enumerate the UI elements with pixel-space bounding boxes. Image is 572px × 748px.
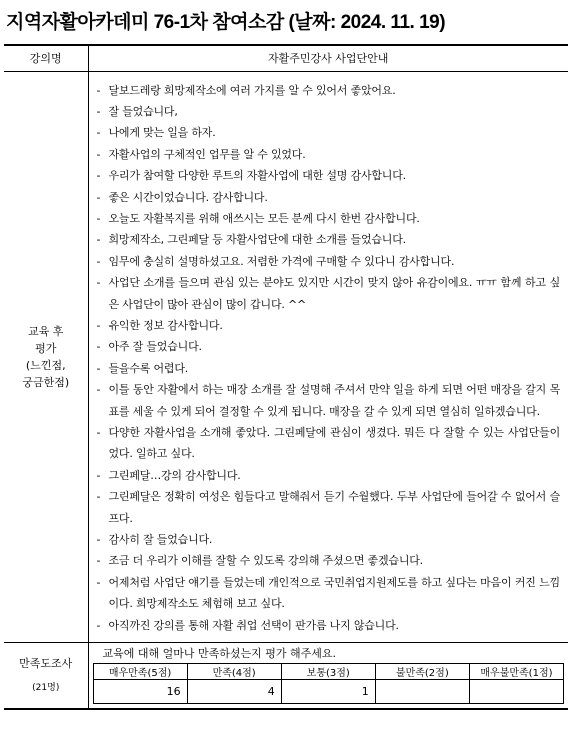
rating-count: 1 — [281, 680, 375, 704]
satisfaction-header-row — [93, 664, 564, 680]
feedback-item: - 오늘도 자활복지를 위해 애쓰시는 모든 분께 다시 한번 감사합니다. — [97, 208, 561, 229]
satisfaction-label — [4, 643, 88, 710]
feedback-content — [88, 71, 568, 643]
feedback-list — [97, 80, 561, 637]
respondent-count: (21명) — [32, 682, 60, 693]
satisfaction-table — [93, 663, 565, 704]
satisfaction-title: 만족도조사 — [19, 656, 73, 670]
rating-header: 매우불만족(1점) — [469, 664, 563, 680]
feedback-label-line: 궁금한점) — [22, 375, 70, 389]
rating-header: 보통(3점) — [281, 664, 375, 680]
feedback-item: - 자활사업의 구체적인 업무를 알 수 있었다. — [97, 144, 561, 165]
satisfaction-row — [4, 643, 568, 710]
feedback-item: - 우리가 참여할 다양한 루트의 자활사업에 대한 설명 감사합니다. — [97, 165, 561, 186]
feedback-item: - 조금 더 우리가 이해를 잘할 수 있도록 강의해 주셨으면 좋겠습니다. — [97, 550, 561, 571]
feedback-item: - 나에게 맞는 일을 하자. — [97, 122, 561, 143]
page-title: 지역자활아카데미 76-1차 참여소감 (날짜: 2024. 11. 19) — [6, 11, 446, 33]
rating-header: 매우만족(5점) — [93, 664, 187, 680]
feedback-item: - 희망제작소, 그린페달 등 자활사업단에 대한 소개를 들었습니다. — [97, 229, 561, 250]
feedback-item: - 달보드레랑 희망제작소에 여러 가지를 알 수 있어서 좋았어요. — [97, 80, 561, 101]
feedback-label-line: (느낀점, — [25, 358, 66, 372]
feedback-item: - 그린페달은 정확히 여성은 힘들다고 말해줘서 듣기 수월했다. 두부 사업단에 들어갈 수 없어서 슬프다. — [97, 486, 561, 529]
satisfaction-values-row — [93, 680, 564, 704]
feedback-item: - 그린페달…강의 감사합니다. — [97, 465, 561, 486]
feedback-item: - 임무에 충실히 설명하셨고요. 저렴한 가격에 구매할 수 있다니 감사합니다. — [97, 251, 561, 272]
rating-header: 불만족(2점) — [375, 664, 469, 680]
satisfaction-content — [88, 643, 568, 710]
feedback-label — [4, 71, 88, 643]
satisfaction-question: 교육에 대해 얼마나 만족하셨는지 평가 해주세요. — [102, 647, 336, 661]
feedback-item: - 이틀 동안 자활에서 하는 매장 소개를 잘 설명해 주셔서 만약 일을 하게 되면 어떤 매장을 갈지 목표를 세울 수 있게 되어 결정할 수 있게 됩니다. 매장을 갈 수 있게 되면 열심히 일하겠습니다. — [97, 379, 561, 422]
course-value: 자활주민강사 사업단안내 — [88, 45, 568, 71]
feedback-label-line: 평가 — [35, 341, 57, 355]
feedback-item: - 사업단 소개를 들으며 관심 있는 분야도 있지만 시간이 맞지 않아 유감이에요. ㅠㅠ 함께 하고 싶은 사업단이 많아 관심이 많이 갑니다. ^^ — [97, 272, 561, 315]
feedback-item: - 좋은 시간이었습니다. 감사합니다. — [97, 187, 561, 208]
feedback-item: - 잘 들었습니다, — [97, 101, 561, 122]
rating-count — [469, 680, 563, 704]
feedback-item: - 어제처럼 사업단 얘기를 들었는데 개인적으로 국민취업지원제도를 하고 싶다는 마음이 커진 느낌이다. 희망제작소도 체험해 보고 싶다. — [97, 572, 561, 615]
feedback-item: - 들을수록 어렵다. — [97, 358, 561, 379]
feedback-item: - 유익한 정보 감사합니다. — [97, 315, 561, 336]
rating-count — [375, 680, 469, 704]
course-row — [4, 45, 568, 71]
feedback-label-line: 교육 후 — [28, 324, 64, 338]
feedback-item: - 아주 잘 들었습니다. — [97, 336, 561, 357]
course-label: 강의명 — [4, 45, 88, 71]
feedback-item: - 다양한 자활사업을 소개해 좋았다. 그린페달에 관심이 생겼다. 뭐든 다 잘할 수 있는 사업단들이었다. 일하고 싶다. — [97, 422, 561, 465]
rating-count: 4 — [187, 680, 281, 704]
feedback-item: - 아직까진 강의를 통해 자활 취업 선택이 판가름 나지 않습니다. — [97, 615, 561, 636]
survey-table — [4, 44, 568, 710]
feedback-item: - 감사히 잘 들었습니다. — [97, 529, 561, 550]
feedback-row — [4, 71, 568, 643]
rating-header: 만족(4점) — [187, 664, 281, 680]
rating-count: 16 — [93, 680, 187, 704]
